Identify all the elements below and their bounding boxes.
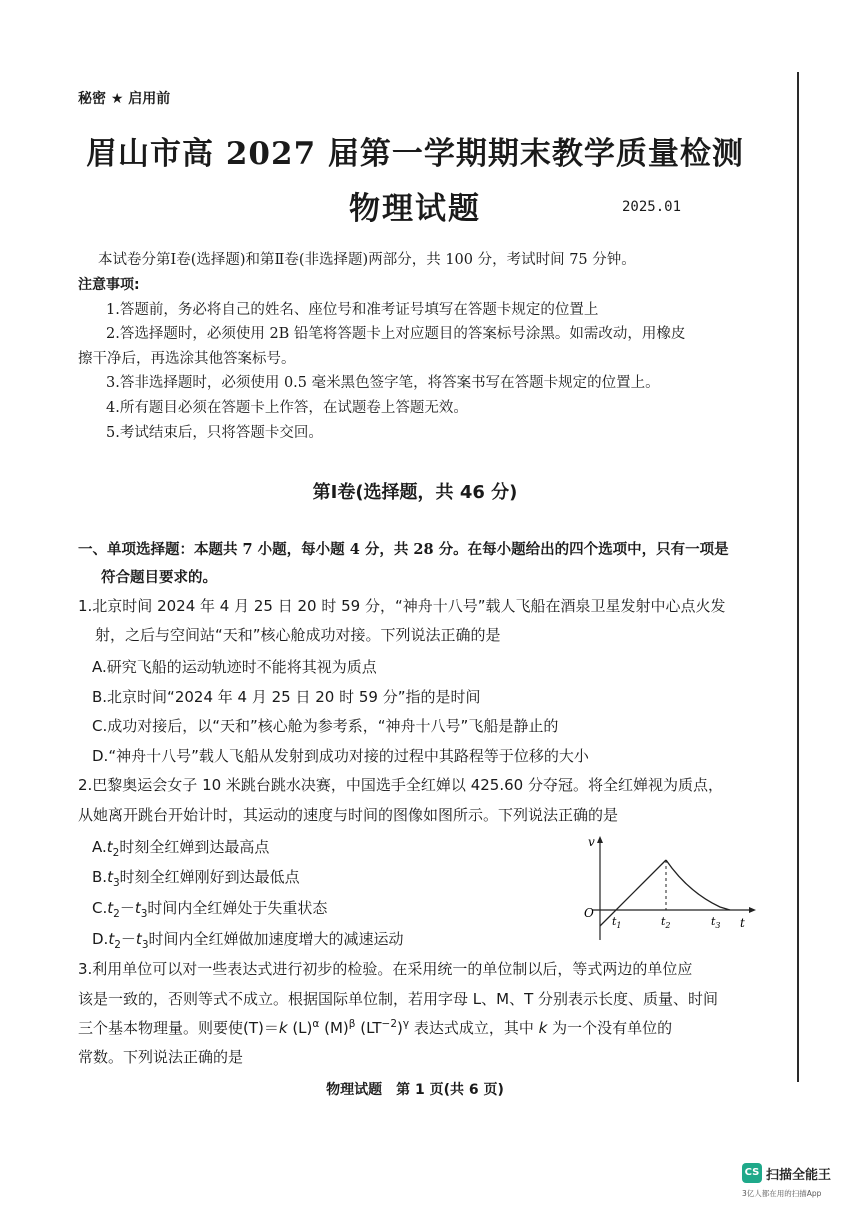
confidential-label: 秘密 ★ 启用前 <box>78 91 171 107</box>
v-axis-label: v <box>588 835 595 849</box>
q2-stem: 2.巴黎奥运会女子 10 米跳台跳水决赛，中国选手全红婵以 425.60 分夺冠。将全红婵视为质点， <box>78 776 723 794</box>
t-axis-label: t <box>740 916 745 930</box>
t1-label: $t_1$ <box>612 915 622 930</box>
note-2-cont: 擦干净后，再选涂其他答案标号。 <box>78 351 296 367</box>
section-title: 第Ⅰ卷(选择题，共 46 分) <box>312 482 518 503</box>
origin-label: O <box>584 906 594 920</box>
v-axis-arrow <box>597 836 603 843</box>
t-axis-arrow <box>749 907 756 913</box>
note-4: 4.所有题目必须在答题卡上作答，在试题卷上答题无效。 <box>106 400 468 416</box>
q2-stem-cont: 从她离开跳台开始计时，其运动的速度与时间的图像如图所示。下列说法正确的是 <box>78 806 619 824</box>
q3-stem-end: 常数。下列说法正确的是 <box>78 1048 244 1066</box>
q1-stem: 1.北京时间 2024 年 4 月 25 日 20 时 59 分，“神舟十八号”载人飞船在酒泉卫星发射中心点火发 <box>78 597 726 615</box>
camscanner-name: 扫描全能王 <box>766 1168 832 1183</box>
q3-stem: 3.利用单位可以对一些表达式进行初步的检验。在采用统一的单位制以后，等式两边的单位应 <box>78 960 693 978</box>
velocity-line-rising <box>600 860 666 926</box>
q2-option-d: $D.t_2-t_3$时间内全红婵做加速度增大的减速运动 <box>92 930 404 951</box>
exam-title: 眉山市高 2027 届第一学期期末教学质量检测 <box>86 136 744 172</box>
t3-label: $t_3$ <box>711 915 721 930</box>
exam-date: 2025.01 <box>622 199 682 215</box>
q1-option-b: B.北京时间“2024 年 4 月 25 日 20 时 59 分”指的是时间 <box>92 688 481 706</box>
note-2: 2.答选择题时，必须使用 2B 铅笔将答题卡上对应题目的答案标号涂黑。如需改动，用橡皮 <box>106 326 686 342</box>
part1-heading: 一、单项选择题：本题共 7 小题，每小题 4 分，共 28 分。在每小题给出的四个选项中，只有一项是 <box>78 541 729 558</box>
camscanner-logo: CS <box>742 1163 762 1183</box>
q1-option-c: C.成功对接后，以“天和”核心舱为参考系，“神舟十八号”飞船是静止的 <box>92 717 559 735</box>
notes-title: 注意事项: <box>78 277 140 293</box>
page-footer: 物理试题 第 1 页(共 6 页) <box>326 1082 504 1098</box>
q3-stem-cont: 该是一致的，否则等式不成立。根据国际单位制，若用字母 L、M、T 分别表示长度、质量、时间 <box>78 990 719 1008</box>
q1-option-d: D.“神舟十八号”载人飞船从发射到成功对接的过程中其路程等于位移的大小 <box>92 747 589 765</box>
q3-stem-formula: 三个基本物理量。则要使(T)＝k $(L)^\alpha$ $(M)^\beta$ $(LT^{-2})^\gamma$ 表达式成立，其中 k 为一个没有单位的 <box>78 1018 673 1037</box>
part1-heading-cont: 符合题目要求的。 <box>101 569 217 586</box>
q2-option-a: $A.t_2$时刻全红婵到达最高点 <box>92 838 270 859</box>
t2-label: $t_2$ <box>661 915 671 930</box>
q1-option-a: A.研究飞船的运动轨迹时不能将其视为质点 <box>92 658 377 676</box>
note-1: 1.答题前，务必将自己的姓名、座位号和准考证号填写在答题卡规定的位置上 <box>106 302 599 318</box>
q2-option-b: $B.t_3$时刻全红婵刚好到达最低点 <box>92 868 300 889</box>
exam-subtitle: 物理试题 <box>349 191 481 227</box>
intro-text: 本试卷分第Ⅰ卷(选择题)和第Ⅱ卷(非选择题)两部分，共 100 分，考试时间 75 分钟。 <box>98 252 636 268</box>
camscanner-tagline: 3亿人都在用的扫描App <box>742 1189 822 1198</box>
note-5: 5.考试结束后，只将答题卡交回。 <box>106 425 323 441</box>
q2-option-c: $C.t_2-t_3$时间内全红婵处于失重状态 <box>92 899 328 920</box>
velocity-time-graph <box>580 832 760 947</box>
q1-stem-cont: 射，之后与空间站“天和”核心舱成功对接。下列说法正确的是 <box>95 626 501 644</box>
velocity-curve-falling <box>666 860 730 910</box>
note-3: 3.答非选择题时，必须使用 0.5 毫米黑色签字笔，将答案书写在答题卡规定的位置上。 <box>106 375 660 391</box>
